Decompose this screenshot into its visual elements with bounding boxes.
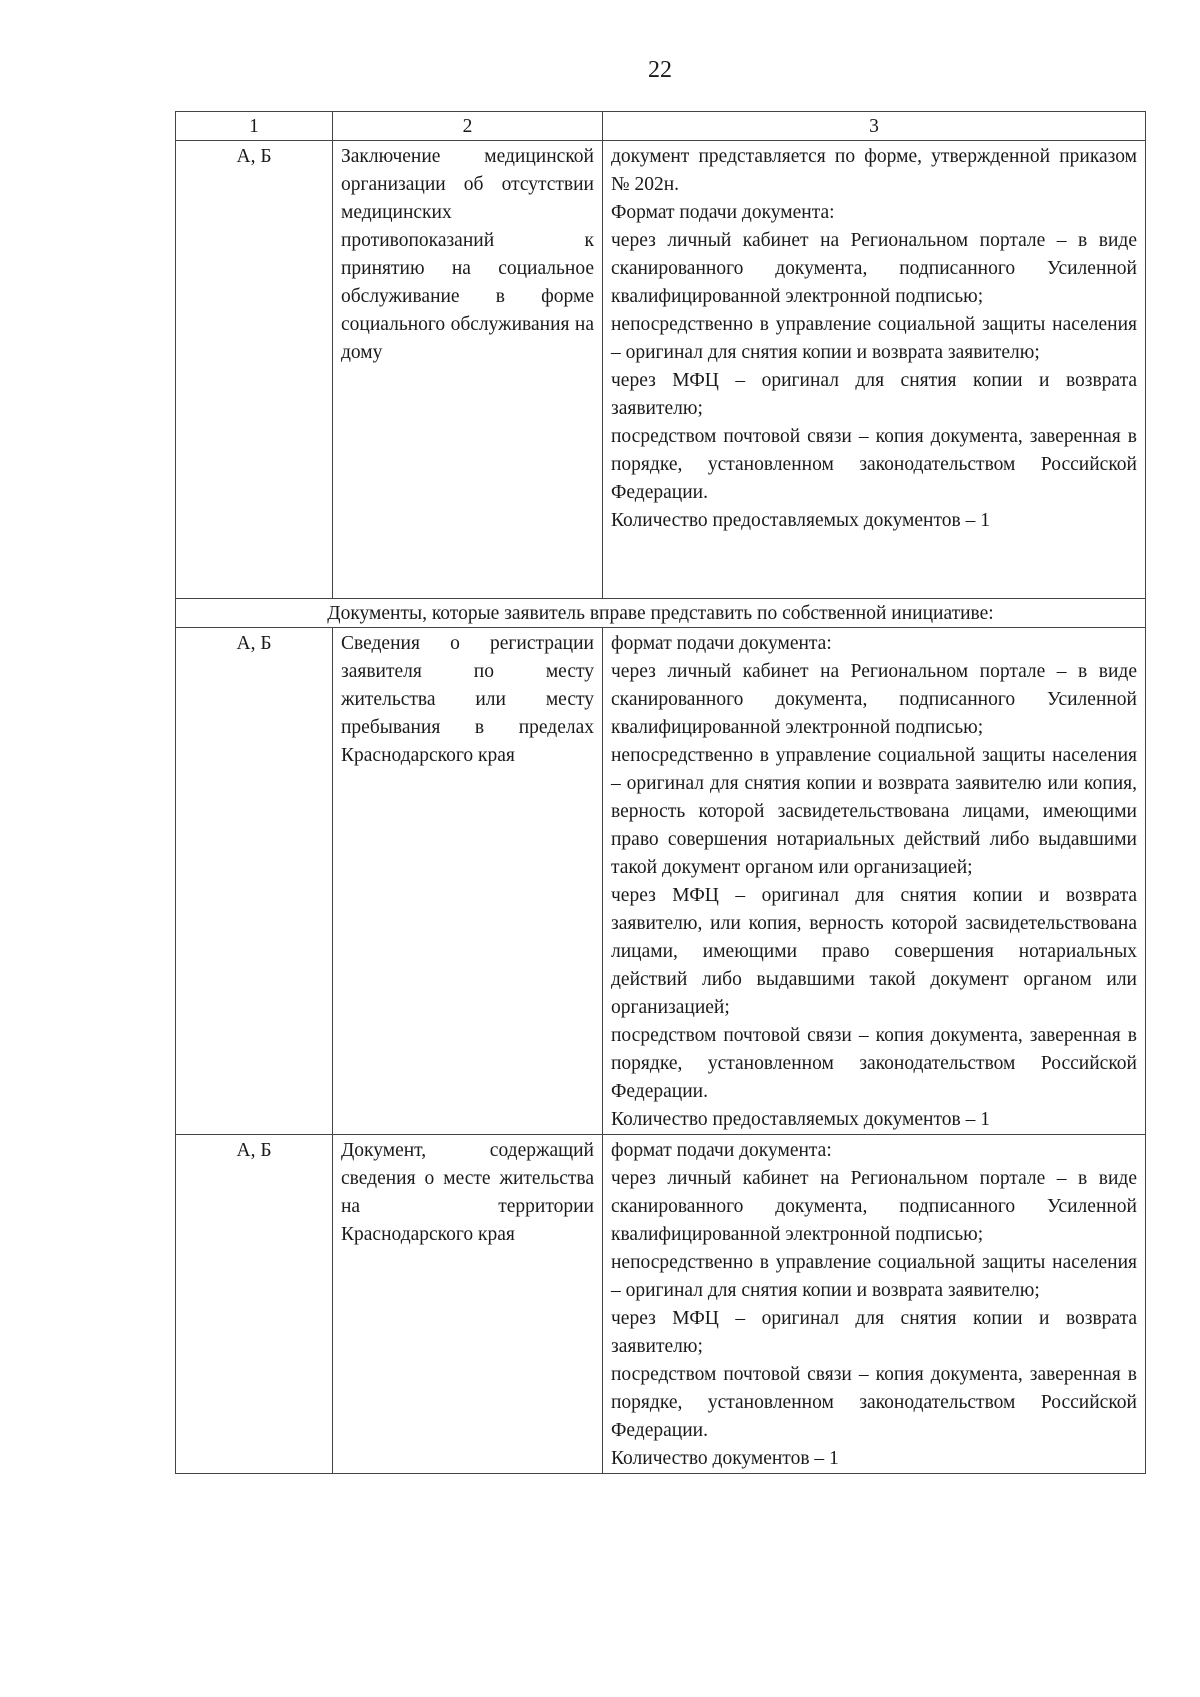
table-header-row xyxy=(176,112,1146,141)
description-line: непосредственно в управление социальной защиты населения – оригинал для снятия копии и возврата заявителю; xyxy=(611,1252,1137,1301)
description-line: через личный кабинет на Региональном портале – в виде сканированного документа, подписанного Усиленной квалифицированной электронной подписью; xyxy=(611,230,1137,307)
description-line: через МФЦ – оригинал для снятия копии и возврата заявителю; xyxy=(611,370,1137,419)
document-description-cell xyxy=(603,628,1146,1135)
section-title: Документы, которые заявитель вправе представить по собственной инициативе: xyxy=(176,599,1146,628)
table-row xyxy=(176,628,1146,1135)
description-line: Формат подачи документа: xyxy=(611,202,835,223)
description-line: через МФЦ – оригинал для снятия копии и возврата заявителю; xyxy=(611,1308,1137,1357)
description-line: через личный кабинет на Региональном портале – в виде сканированного документа, подписанного Усиленной квалифицированной электронной подписью; xyxy=(611,661,1137,738)
description-line: формат подачи документа: xyxy=(611,1140,832,1161)
document-description-cell xyxy=(603,141,1146,599)
description-line: непосредственно в управление социальной защиты населения – оригинал для снятия копии и возврата заявителю; xyxy=(611,314,1137,363)
table-row xyxy=(176,141,1146,599)
category-cell: А, Б xyxy=(176,1135,333,1474)
page-number: 22 xyxy=(648,57,672,83)
description-line: посредством почтовой связи – копия документа, заверенная в порядке, установленном законодательством Российской Федерации. xyxy=(611,1025,1137,1102)
document-name-cell: Заключение медицинской организации об отсутствии медицинских противопоказаний к принятию на социальное обслуживание в форме социального обслуживания на дому xyxy=(333,141,603,599)
description-line: документ представляется по форме, утвержденной приказом № 202н. xyxy=(611,146,1137,195)
description-line: через личный кабинет на Региональном портале – в виде сканированного документа, подписанного Усиленной квалифицированной электронной подписью; xyxy=(611,1168,1137,1245)
description-line: посредством почтовой связи – копия документа, заверенная в порядке, установленном законодательством Российской Федерации. xyxy=(611,1364,1137,1441)
column-header: 3 xyxy=(603,112,1146,141)
document-name-cell: Документ, содержащий сведения о месте жительства на территории Краснодарского края xyxy=(333,1135,603,1474)
description-line: Количество предоставляемых документов – 1 xyxy=(611,510,990,531)
description-line: непосредственно в управление социальной защиты населения – оригинал для снятия копии и возврата заявителю или копия, верность которой засвидетельствована лицами, имеющими право совершения нотариальных действий либо выдавшими такой документ органом или организацией; xyxy=(611,745,1137,878)
document-description-cell xyxy=(603,1135,1146,1474)
description-line: формат подачи документа: xyxy=(611,633,832,654)
category-cell: А, Б xyxy=(176,628,333,1135)
description-line: Количество предоставляемых документов – 1 xyxy=(611,1109,990,1130)
description-line: через МФЦ – оригинал для снятия копии и возврата заявителю, или копия, верность которой засвидетельствована лицами, имеющими право совершения нотариальных действий либо выдавшими такой документ органом или организацией; xyxy=(611,885,1137,1018)
description-line: посредством почтовой связи – копия документа, заверенная в порядке, установленном законодательством Российской Федерации. xyxy=(611,426,1137,503)
column-header: 1 xyxy=(176,112,333,141)
category-cell: А, Б xyxy=(176,141,333,599)
documents-table xyxy=(175,111,1146,1474)
section-header-row xyxy=(176,599,1146,628)
column-header: 2 xyxy=(333,112,603,141)
document-name-cell: Сведения о регистрации заявителя по месту жительства или месту пребывания в пределах Краснодарского края xyxy=(333,628,603,1135)
table-row xyxy=(176,1135,1146,1474)
description-line: Количество документов – 1 xyxy=(611,1448,839,1469)
